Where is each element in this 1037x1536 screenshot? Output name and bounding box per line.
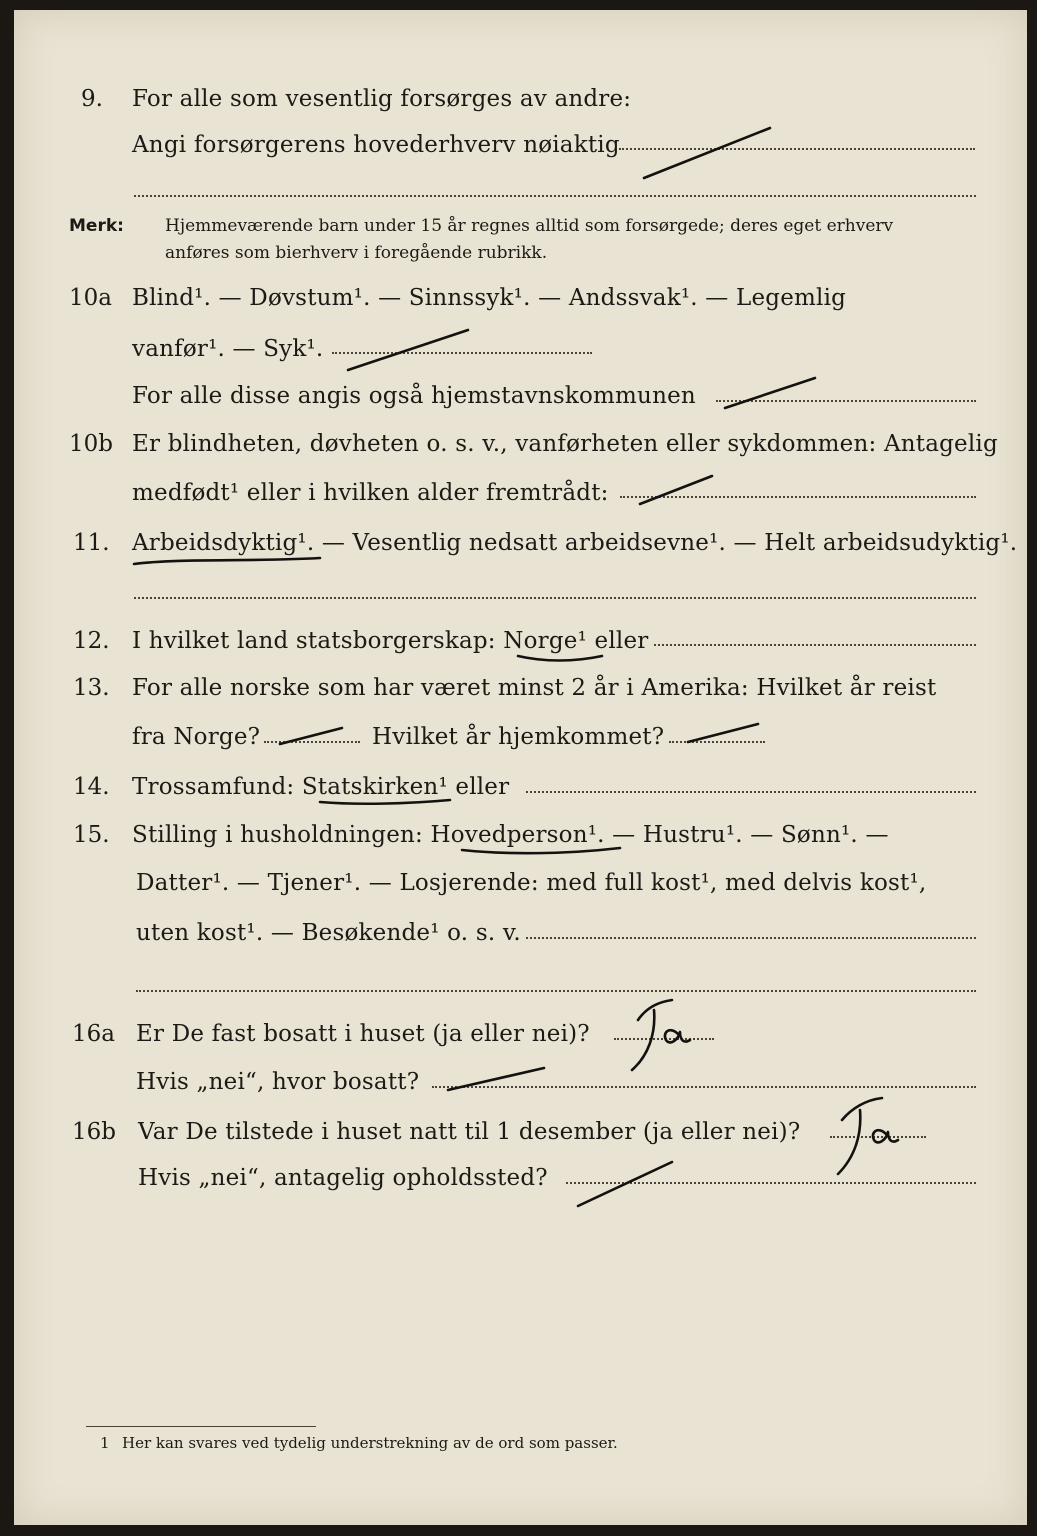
q10a-kommune-line [716,400,976,402]
q16b-line2: Hvis „nei“, antagelig opholdssted? [138,1165,548,1191]
q10b-number: 10b [69,431,113,457]
footnote-rule [86,1426,316,1427]
q10b-strike-mark [634,470,724,510]
q15-hovedperson: Hovedperson¹. [430,822,605,848]
footnote-text: Her kan svares ved tydelig understrekning av de ord som passer. [122,1434,618,1452]
q10b-line2: medfødt¹ eller i hvilken alder fremtrådt: [132,480,609,506]
q12-norge: Norge¹ [503,628,588,654]
q13-reist-strike [276,722,356,750]
q13-number: 13. [73,675,110,701]
q12-suffix: eller [587,628,649,654]
q11-number: 11. [73,530,110,556]
q15-line1 [132,822,889,848]
q16b-answer-line [830,1136,926,1138]
q16a-bosatt-line [432,1086,976,1088]
merk-label: Merk: [69,216,124,236]
q11-arbeidsdyktig: Arbeidsdyktig¹. [132,530,315,556]
q14-statskirken: Statskirken¹ [301,774,448,800]
q12-line [132,628,648,654]
q13-line1: For alle norske som har været minst 2 år i Amerika: Hvilket år reist [132,675,937,701]
q9-number: 9. [81,86,103,112]
q15-answer-line [526,937,976,939]
q16b-number: 16b [72,1119,116,1145]
q10a-kommune-strike [719,372,829,414]
q15-answer-line-2 [136,990,976,992]
q16b-line1: Var De tilstede i huset natt til 1 desember (ja eller nei)? [138,1119,801,1145]
q13-line2b: Hvilket år hjemkommet? [372,724,665,750]
q10b-line1: Er blindheten, døvheten o. s. v., vanførheten eller sykdommen: Antagelig [132,431,998,457]
q14-suffix: eller [447,774,510,800]
q9-line1: For alle som vesentlig forsørges av andre: [132,86,632,112]
q14-answer-line [526,791,976,793]
q9-strike-mark [634,122,784,184]
q15-suffix: — Hustru¹. — Sønn¹. — [604,822,889,848]
q13-line2a: fra Norge? [132,724,261,750]
q13-hjemkommet-line [669,741,765,743]
q9-line2: Angi forsørgerens hovederhverv nøiaktig [132,132,620,158]
q10a-line1: Blind¹. — Døvstum¹. — Sinnssyk¹. — Andssvak¹. — Legemlig [132,285,847,311]
q11-line [132,530,1017,556]
q16a-line2: Hvis „nei“, hvor bosatt? [136,1069,420,1095]
q16a-answer-line [614,1038,714,1040]
q15-prefix: Stilling i husholdningen: [132,822,431,848]
q10b-answer-line [620,496,976,498]
q16a-number: 16a [72,1021,115,1047]
q14-line [132,774,509,800]
q10a-answer-line [332,352,592,354]
q12-prefix: I hvilket land statsborgerskap: [132,628,504,654]
q10a-number: 10a [69,285,112,311]
q16a-line1: Er De fast bosatt i huset (ja eller nei)? [136,1021,590,1047]
q16a-strike-mark [442,1062,552,1096]
q11-rest: — Vesentlig nedsatt arbeidsevne¹. — Helt arbeidsudyktig¹. [314,530,1018,556]
q11-answer-line [134,597,976,599]
q14-number: 14. [73,774,110,800]
footnote-mark: 1 [100,1434,110,1452]
q10a-line2: vanfør¹. — Syk¹. [132,336,324,362]
merk-line2: anføres som bierhverv i foregående rubrikk. [165,243,548,263]
q9-answer-line [619,148,975,150]
q10a-strike-mark [344,326,484,376]
q12-number: 12. [73,628,110,654]
q15-number: 15. [73,822,110,848]
q9-answer-line-2 [134,195,976,197]
q16a-answer-ja [620,994,700,1078]
q12-answer-line [654,644,976,646]
q15-line3: uten kost¹. — Besøkende¹ o. s. v. [136,920,521,946]
q16b-opholdssted-line [566,1182,976,1184]
q10a-line3: For alle disse angis også hjemstavnskommunen [132,383,696,409]
q13-hjemkommet-strike [682,718,772,748]
census-form-page [14,10,1027,1525]
q16b-strike-mark [572,1156,682,1212]
q14-prefix: Trossamfund: [132,774,302,800]
merk-line1: Hjemmeværende barn under 15 år regnes alltid som forsørgede; deres eget erhverv [165,216,894,236]
q13-reist-line [264,741,360,743]
q15-line2: Datter¹. — Tjener¹. — Losjerende: med full kost¹, med delvis kost¹, [136,870,927,896]
